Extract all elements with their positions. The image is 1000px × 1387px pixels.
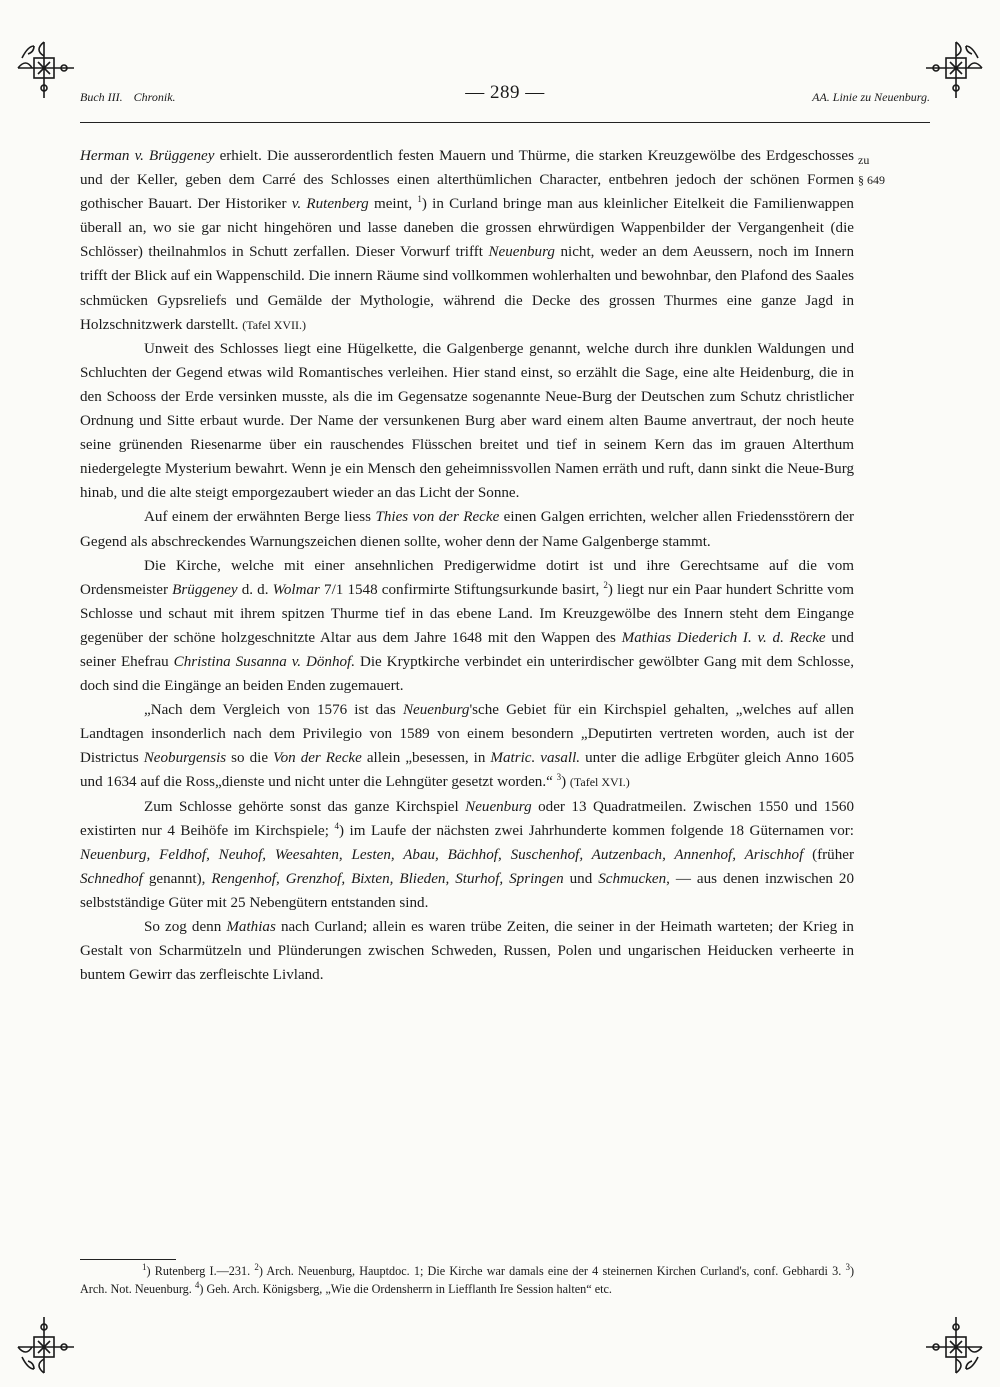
- text-run: genannt),: [142, 870, 212, 887]
- corner-ornament-top-right: [922, 38, 986, 102]
- text-run: (früher: [803, 846, 854, 863]
- text-run: allein „besessen, in: [361, 750, 491, 767]
- footnote-ref: 3: [845, 1261, 850, 1272]
- running-head-left: [80, 90, 176, 105]
- italic-text: Von der Recke: [273, 750, 362, 767]
- footnote-ref: 1: [417, 194, 422, 205]
- paragraph: [80, 144, 854, 337]
- italic-text: Neuenburg: [465, 798, 532, 815]
- text-run: erhielt. Die ausserordentlich festen Mauern und Thürme, die starken Kreuzgewölbe des Erdgeschosses und der Keller, geben dem Carré des Schlosses einen alterthümlichen Character, entbehren jedoch der schönen Formen gothischer Bauart. Der Historiker: [80, 148, 854, 213]
- italic-text: Herman v. Brüggeney: [80, 148, 215, 164]
- text-run: ) im Laufe der nächsten zwei Jahrhunderte kommen folgende 18 Güternamen vor:: [338, 822, 854, 839]
- footnote-ref: 2: [254, 1261, 259, 1272]
- footnote-ref: 1: [142, 1261, 147, 1272]
- text-run: ): [561, 774, 570, 791]
- text-run: (Tafel XVII.): [242, 317, 307, 332]
- ornament-icon: [14, 1313, 78, 1377]
- text-run: so die: [226, 750, 274, 767]
- footnote-ref: 3: [556, 772, 562, 783]
- footnote-rule: [80, 1259, 176, 1260]
- text-run: d. d.: [237, 581, 273, 598]
- text-run: Die Kryptkirche verbindet ein unterirdischer gewölbter Gang mit dem Schlosse, doch sind die Eingänge an beiden Enden zugemauert.: [80, 653, 854, 695]
- paragraph: [80, 795, 854, 915]
- text-run: , — aus denen inzwischen 20 selbstständige Güter mit 25 Nebengütern entstanden sind.: [80, 870, 855, 911]
- italic-text: v. Rutenberg: [291, 196, 369, 213]
- margin-note-line: zu: [858, 153, 870, 167]
- text-run: oder 13 Quadratmeilen. Zwischen 1550 und 1560 existirten nur 4 Beihöfe im Kirchspiele;: [80, 798, 855, 839]
- italic-text: Wolmar: [272, 581, 320, 598]
- text-run: und: [563, 870, 599, 887]
- italic-text: Neuenburg: [402, 702, 470, 719]
- corner-ornament-bottom-right: [922, 1313, 986, 1377]
- italic-text: Neuenburg: [488, 244, 555, 261]
- body-text: [80, 144, 854, 987]
- italic-text: Rengenhof, Grenzhof, Bixten, Blieden, Sturhof, Springen: [211, 870, 564, 887]
- header-rule: [80, 122, 930, 123]
- italic-text: Mathias: [226, 919, 276, 935]
- corner-ornament-bottom-left: [14, 1313, 78, 1377]
- text-run: meint,: [368, 196, 418, 213]
- running-head: [80, 84, 930, 108]
- text-run: Unweit des Schlosses liegt eine Hügelkette, die Galgenberge genannt, welche durch ihre dunklen Waldungen und Schluchten der Gegend etwas wild Romantisches verleihen. Hier stand einst, so erzählt die Sage, eine alte Heidenburg, die in den Schooss der Erde versinken musste, als die im Gegensatze sogenannte Neue-Burg der Deutschen zum Schutz christlicher Ordnung und Sitte erbaut wurde. Der Name der versunkenen Burg aber ward einem alten Baume anvertraut, der noch heute seine grünenden Riesenarme über ein rauschendes Flüsschen breitet und tief in seinem Kern das im grauen Alterthum niedergelegte Mysterium bewahrt. Wenn je ein Mensch den geheimnissvollen Namen erräth und ruft, dann sinkt die Neue-Burg hinab, und die alte steigt emporgezaubert wieder an das Licht der Sonne.: [80, 340, 854, 502]
- text-run: ) in Curland bringe man aus kleinlicher Eitelkeit die Familienwappen überall an, wo sie gar nicht hingehören und lasse daneben die grossen ehrwürdigen Wappenbilder der Vergangenheit (die Schlösser) theilnahmlos in Schutt zerfallen. Dieser Vorwurf trifft: [80, 196, 854, 261]
- text-run: nicht, weder an dem Aeussern, noch im Innern trifft der Blick auf ein Wappenschild. Die innern Räume sind vollkommen wohlerhalten und bewohnbar, den Plafond des Saales schmücken Gypsreliefs und Gemälde der Mythologie, während die Decke des grossen Thurmes eine ganze Jagd in Holzschnitzwerk darstellt.: [80, 244, 854, 333]
- text-run: ) liegt nur ein Paar hundert Schritte vom Schlosse und schaut mit ihrem spitzen Thurme tief in das ebene Land. Im Kreuzgewölbe des Innern steht dem Eingange gegenüber der schöne holzgeschnitzte Altar aus dem Jahre 1648 mit den Wappen des: [80, 581, 854, 646]
- text-run: Die Kirche, welche mit einer ansehnlichen Predigerwidme dotirt ist und ihre Gerechtsame auf die vom Ordensmeister: [80, 557, 854, 598]
- text-run: einen Galgen errichten, welcher allen Friedensstörern der Gegend als abschreckendes Warnungszeichen dienen sollte, woher denn der Name Galgenberge stammt.: [80, 509, 854, 550]
- footnotes: [80, 1262, 854, 1298]
- text-run: ) Rutenberg I.—231.: [146, 1264, 255, 1278]
- margin-note-line: § 649: [858, 173, 885, 187]
- book-label: Buch III.: [80, 90, 123, 104]
- italic-text: Neoburgensis: [143, 750, 227, 767]
- page-number: — 289 —: [465, 82, 545, 103]
- italic-text: Neuenburg, Feldhof, Neuhof, Weesahten, Lesten, Abau, Bächhof, Suschenhof, Autzenbach, Annenhof, Arischhof: [80, 846, 804, 863]
- text-run: So zog denn: [144, 919, 227, 935]
- text-run: ) Arch. Neuenburg, Hauptdoc. 1; Die Kirche war damals eine der 4 steinernen Kirchen Curland's, conf. Gebhardi 3.: [258, 1264, 846, 1278]
- text-run: ) Arch. Not. Neuenburg.: [80, 1264, 855, 1296]
- ornament-icon: [14, 38, 78, 102]
- text-run: nach Curland; allein es waren trübe Zeiten, die seiner in der Heimath warteten; der Krieg in Gestalt von Scharmützeln und Plünderungen zwischen Schweden, Russen, Polen und ungarischen Heiducken verheerte in buntem Gewirr das zerfleischte Livland.: [80, 919, 854, 984]
- italic-text: Schnedhof: [80, 870, 143, 887]
- footnote-ref: 2: [603, 579, 608, 590]
- margin-note: [858, 150, 918, 190]
- text-run: unter die adlige Erbgüter gleich Anno 1605 und 1634 auf die Ross„dienste und nicht unter die Lehngüter gesetzt worden.“: [80, 750, 854, 791]
- italic-text: Thies von der Recke: [375, 509, 500, 526]
- text-run: „Nach dem Vergleich von 1576 ist das: [144, 702, 403, 719]
- section-label: Chronik.: [133, 90, 176, 104]
- text-run: und seiner Ehefrau: [80, 629, 854, 670]
- italic-text: Mathias Diederich I. v. d. Recke: [621, 629, 826, 646]
- ornament-icon: [922, 1313, 986, 1377]
- paragraph: [80, 554, 854, 699]
- ornament-icon: [922, 38, 986, 102]
- paragraph: [80, 505, 854, 553]
- text-run: Auf einem der erwähnten Berge liess: [144, 509, 376, 526]
- paragraph: [80, 915, 854, 987]
- footnote-ref: 4: [334, 820, 339, 831]
- paragraph: [80, 698, 854, 794]
- italic-text: Brüggeney: [172, 581, 238, 598]
- paragraph: [80, 337, 854, 506]
- footnote-ref: 4: [194, 1279, 200, 1290]
- text-run: Zum Schlosse gehörte sonst das ganze Kirchspiel: [144, 798, 466, 815]
- running-head-right: AA. Linie zu Neuenburg.: [812, 90, 930, 104]
- italic-text: Matric. vasall.: [490, 750, 581, 767]
- italic-text: Christina Susanna v. Dönhof.: [173, 653, 356, 670]
- footnote: [80, 1262, 854, 1298]
- text-run: (Tafel XVI.): [569, 775, 630, 790]
- italic-text: Schmucken: [598, 870, 667, 887]
- corner-ornament-top-left: [14, 38, 78, 102]
- text-run: 'sche Gebiet für ein Kirchspiel gehalten, „welches auf allen Landtagen insonderlich nach dem Privilegio von 1589 von einem besondern „Deputirten vertreten worden, auch ist der Districtus: [80, 702, 854, 767]
- text-run: 7/1 1548 confirmirte Stiftungsurkunde basirt,: [319, 581, 604, 598]
- text-run: ) Geh. Arch. Königsberg, „Wie die Ordensherrn in Liefflanth Ire Session halten“ etc.: [199, 1282, 612, 1296]
